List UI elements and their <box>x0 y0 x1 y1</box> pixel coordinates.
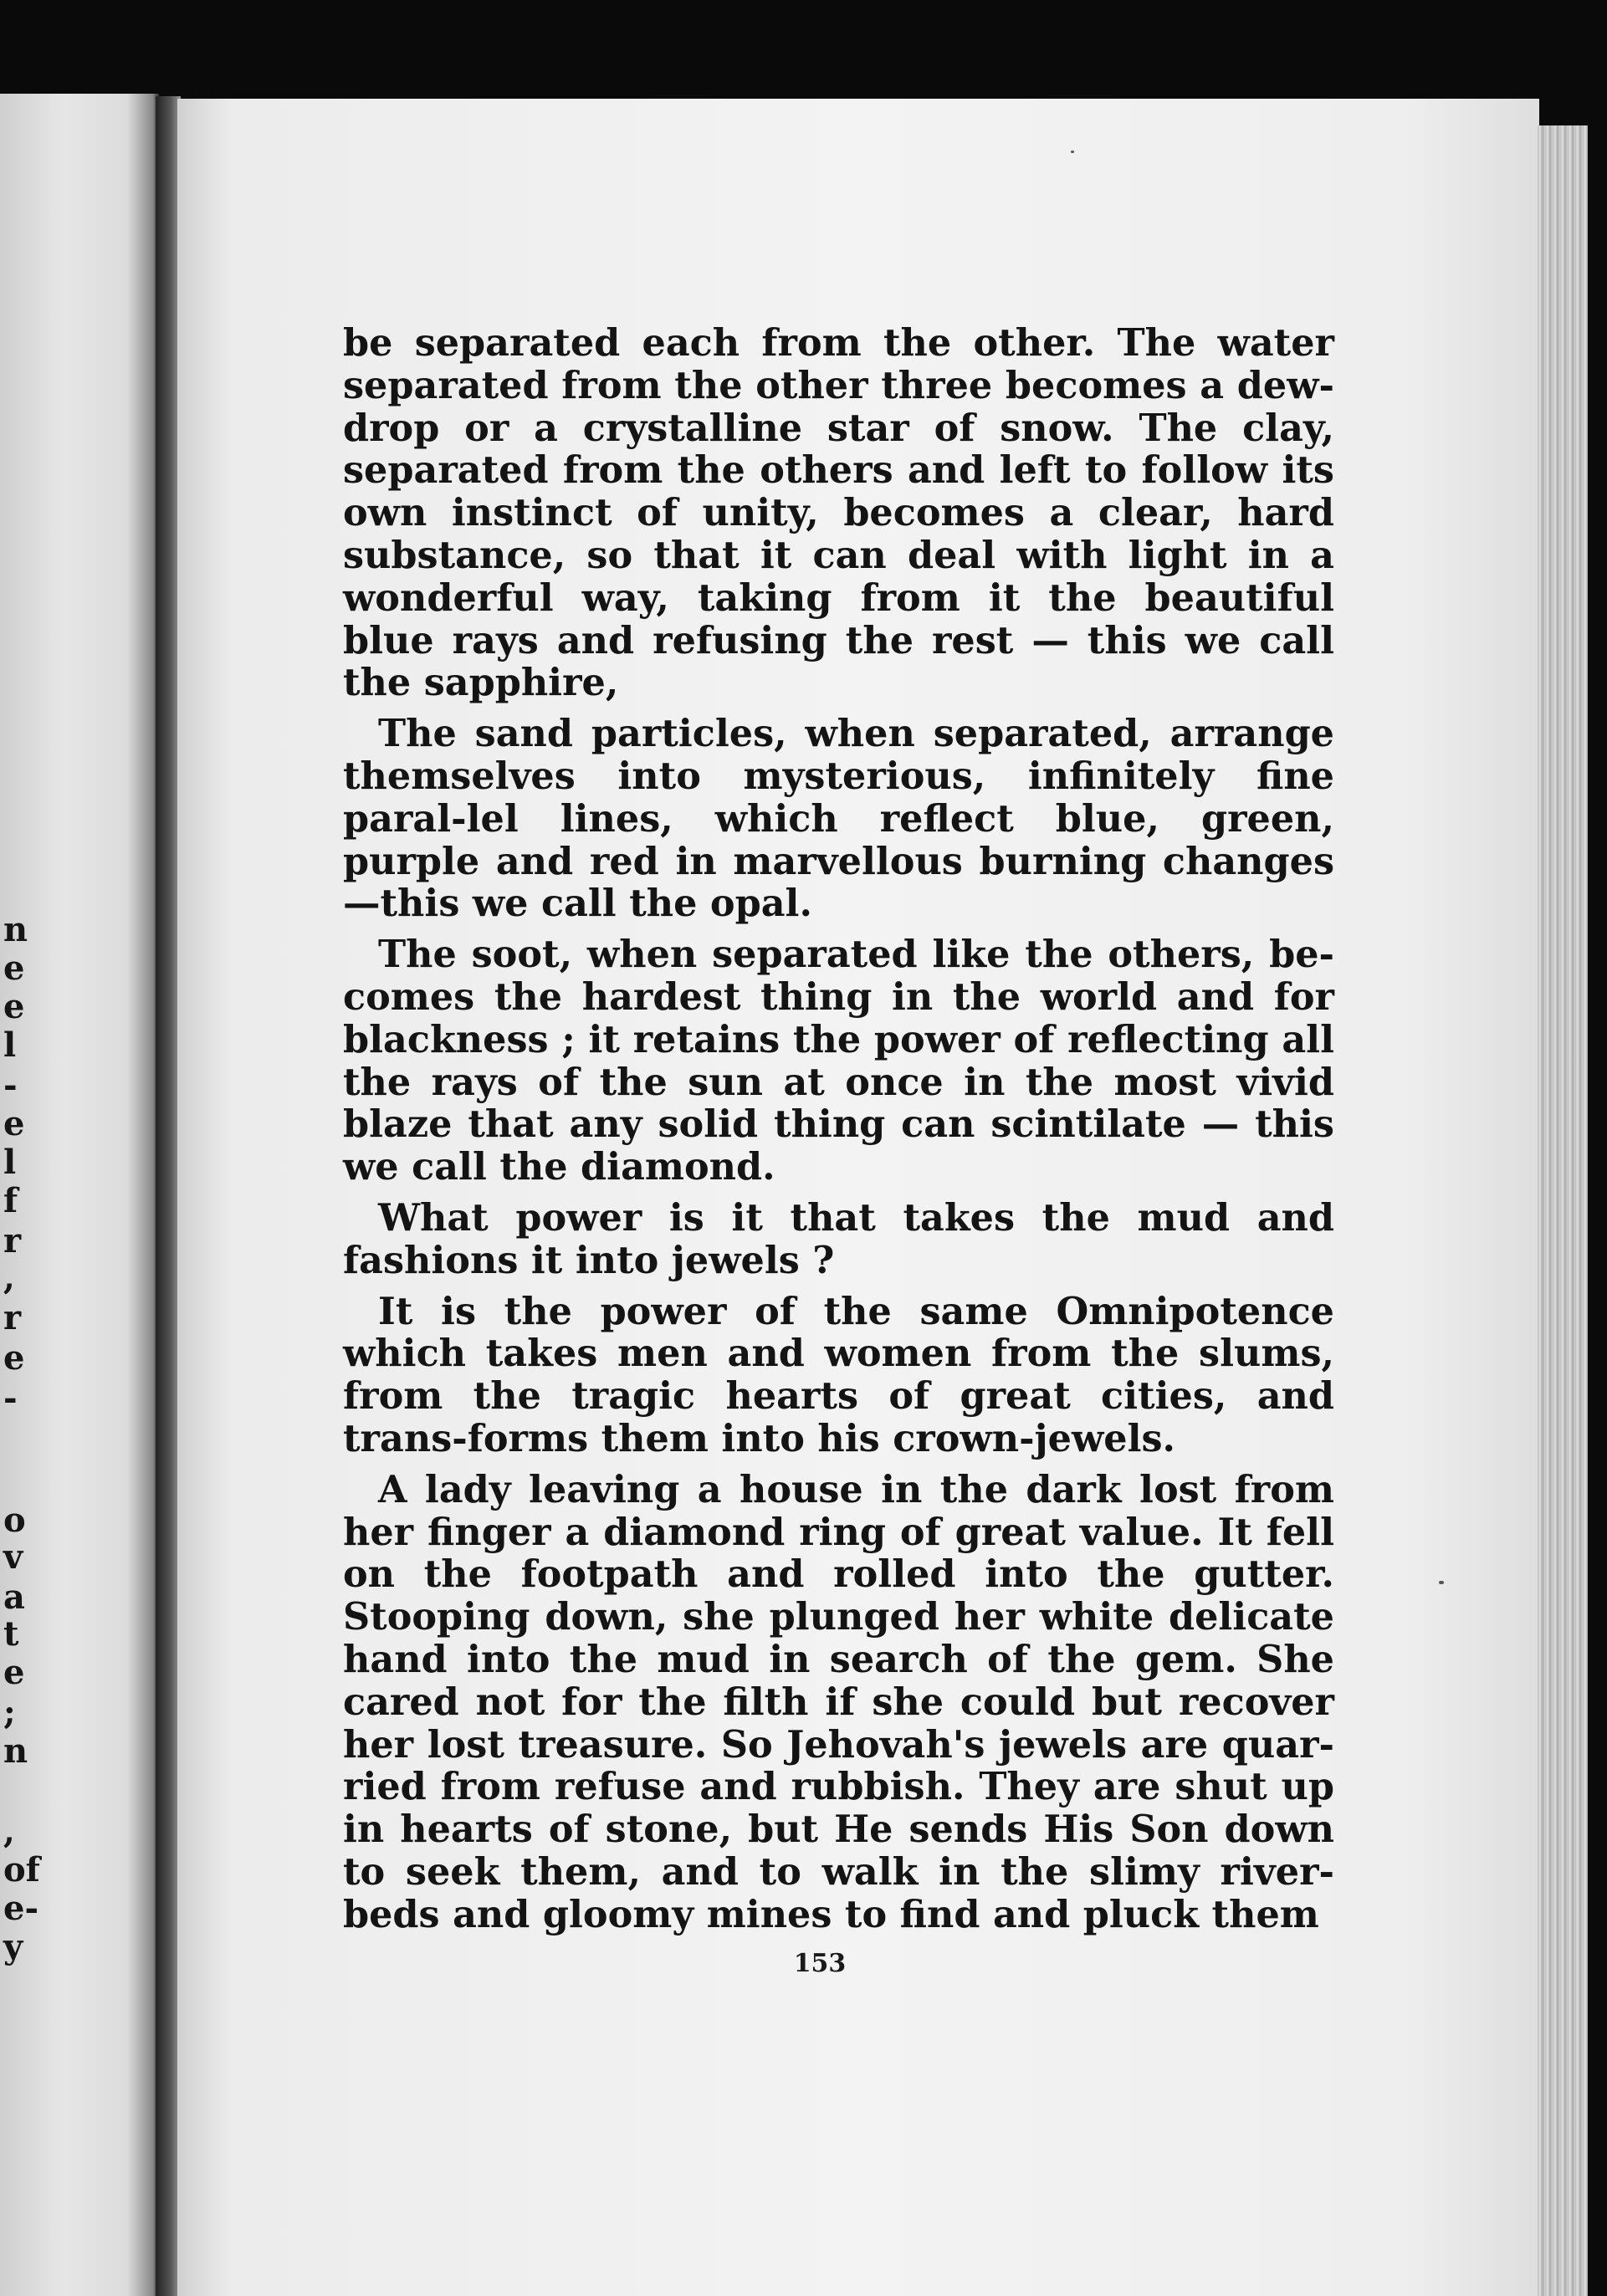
page-body-text <box>343 322 1334 1944</box>
prev-letter: n <box>3 910 28 949</box>
prev-letter: e <box>3 987 25 1026</box>
previous-page-edge <box>0 94 159 2296</box>
paragraph: be separated each from the other. The water separated from the other three becomes a dew-drop or a crystalline star of snow. The clay, separated from the others and left to follow its own instinct of unity, becomes a clear, hard substance, so that it can deal with light in a wonderful way, taking from it the beautiful blue rays and refusing the rest — this we call the sapphire, <box>343 321 1334 705</box>
prev-letter: - <box>3 1378 18 1418</box>
paragraph: What power is it that takes the mud and fashions it into jewels ? <box>343 1195 1334 1282</box>
prev-letter: y <box>3 1927 23 1966</box>
prev-letter: - <box>3 1066 18 1105</box>
page-stack-edge <box>1538 125 1588 2296</box>
prev-letter: r <box>3 1298 22 1337</box>
prev-letter: e <box>3 1653 25 1692</box>
prev-letter: l <box>3 1143 17 1182</box>
prev-letter: a <box>3 1578 25 1617</box>
prev-letter: r <box>3 1221 22 1260</box>
paragraph: A lady leaving a house in the dark lost from her finger a diamond ring of great value. It fell on the footpath and rolled into the gutter. Stooping down, she plunged her white delicate hand into the mud in search of the gem. She cared not for the filth if she could but recover her lost treasure. So Jehovah's jewels are quar-ried from refuse and rubbish. They are shut up in hearts of stone, but He sends His Son down to seek them, and to walk in the slimy river-beds and gloomy mines to find and pluck them <box>343 1467 1334 1936</box>
paragraph: The soot, when separated like the others, be-comes the hardest thing in the world and for blackness ; it retains the power of reflecting all the rays of the sun at once in the most vivid blaze that any solid thing can scintilate — this we call the diamond. <box>343 933 1334 1189</box>
prev-letter: e- <box>3 1889 39 1928</box>
prev-letter: o <box>3 1501 26 1540</box>
prev-letter: t <box>3 1614 19 1654</box>
prev-letter: n <box>3 1731 28 1771</box>
prev-letter: f <box>3 1181 18 1220</box>
scan-speck <box>1439 1581 1444 1584</box>
prev-letter: , <box>3 1258 15 1297</box>
prev-letter: e <box>3 1104 25 1143</box>
prev-letter: , <box>3 1812 15 1851</box>
prev-letter: ; <box>3 1693 16 1732</box>
prev-letter: l <box>3 1025 17 1065</box>
paragraph: It is the power of the same Omnipotence which takes men and women from the slums, from the tragic hearts of great cities, and trans-forms them into his crown-jewels. <box>343 1289 1334 1460</box>
prev-letter: e <box>3 1338 25 1378</box>
prev-letter: v <box>3 1537 23 1577</box>
paragraph: The sand particles, when separated, arrange themselves into mysterious, infinitely fine paral-lel lines, which reflect blue, green, purple and red in marvellous burning changes—this we call the opal. <box>343 712 1334 926</box>
prev-letter: of <box>3 1850 40 1889</box>
prev-letter: e <box>3 949 25 988</box>
scan-speck <box>1071 151 1074 153</box>
page-number: 153 <box>793 1949 847 1978</box>
